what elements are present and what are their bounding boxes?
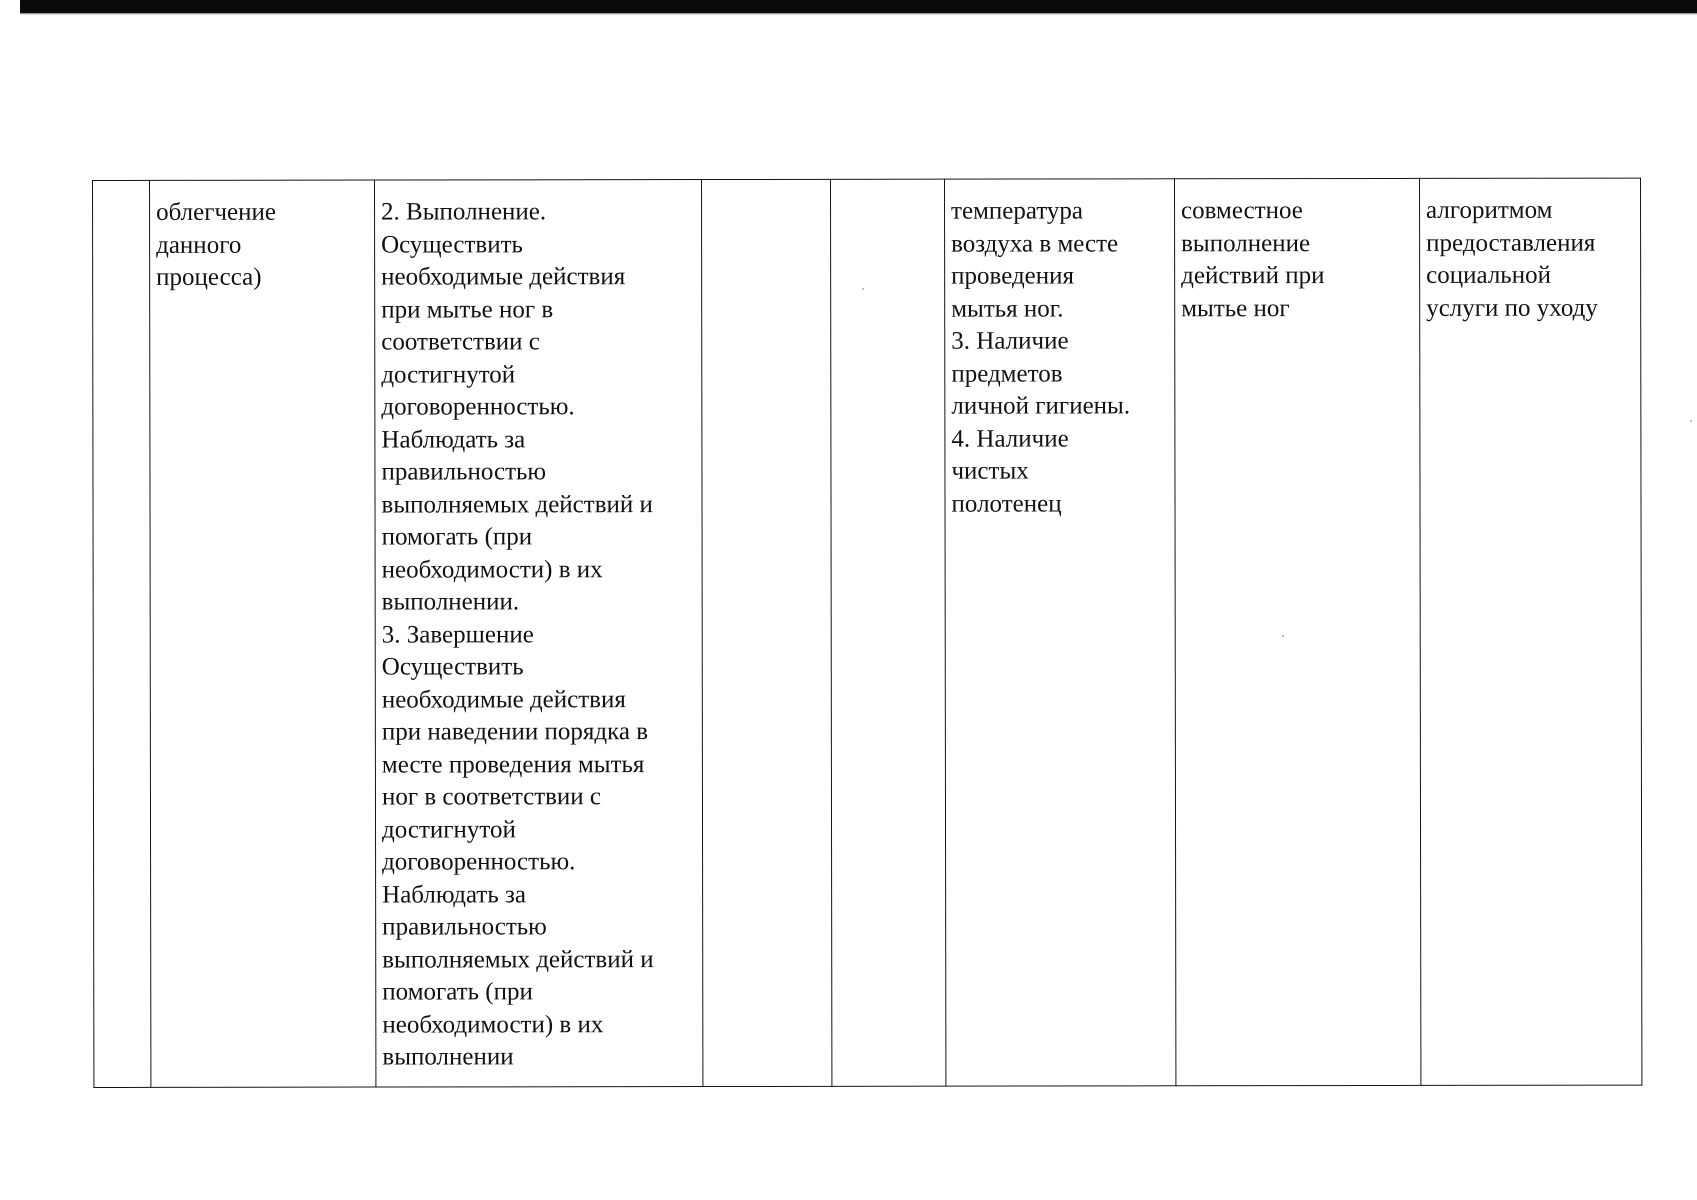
- conditions-cell: температура воздуха в месте проведения мытья ног. 3. Наличие предметов личной гигиены. 4. Наличие чистых полотенец: [944, 179, 1175, 1086]
- scan-edge-artifact: [20, 0, 1697, 13]
- document-table: [92, 178, 1642, 1088]
- number-cell: [93, 180, 151, 1087]
- result-cell: совместное выполнение действий при мытье ног: [1174, 178, 1420, 1085]
- service-description-cell: облегчение данного процесса): [150, 180, 376, 1087]
- scan-speck: [1690, 420, 1692, 422]
- empty-cell: [830, 179, 945, 1086]
- empty-cell: [702, 179, 832, 1086]
- table-row: [93, 178, 1642, 1087]
- procedure-steps-cell: 2. Выполнение. Осуществить необходимые действия при мытье ног в соответствии с достигнутой договоренностью. Наблюдать за правильностью выполняемых действий и помогать (при необходимости) в их выполнении. 3. Завершение Осуществить необходимые действия при наведении порядка в месте проведения мытья ног в соответствии с достигнутой договоренностью. Наблюдать за правильностью выполняемых действий и помогать (при необходимости) в их выполнении: [375, 180, 703, 1087]
- quality-criteria-cell: алгоритмом предоставления социальной услуги по уходу: [1419, 178, 1641, 1085]
